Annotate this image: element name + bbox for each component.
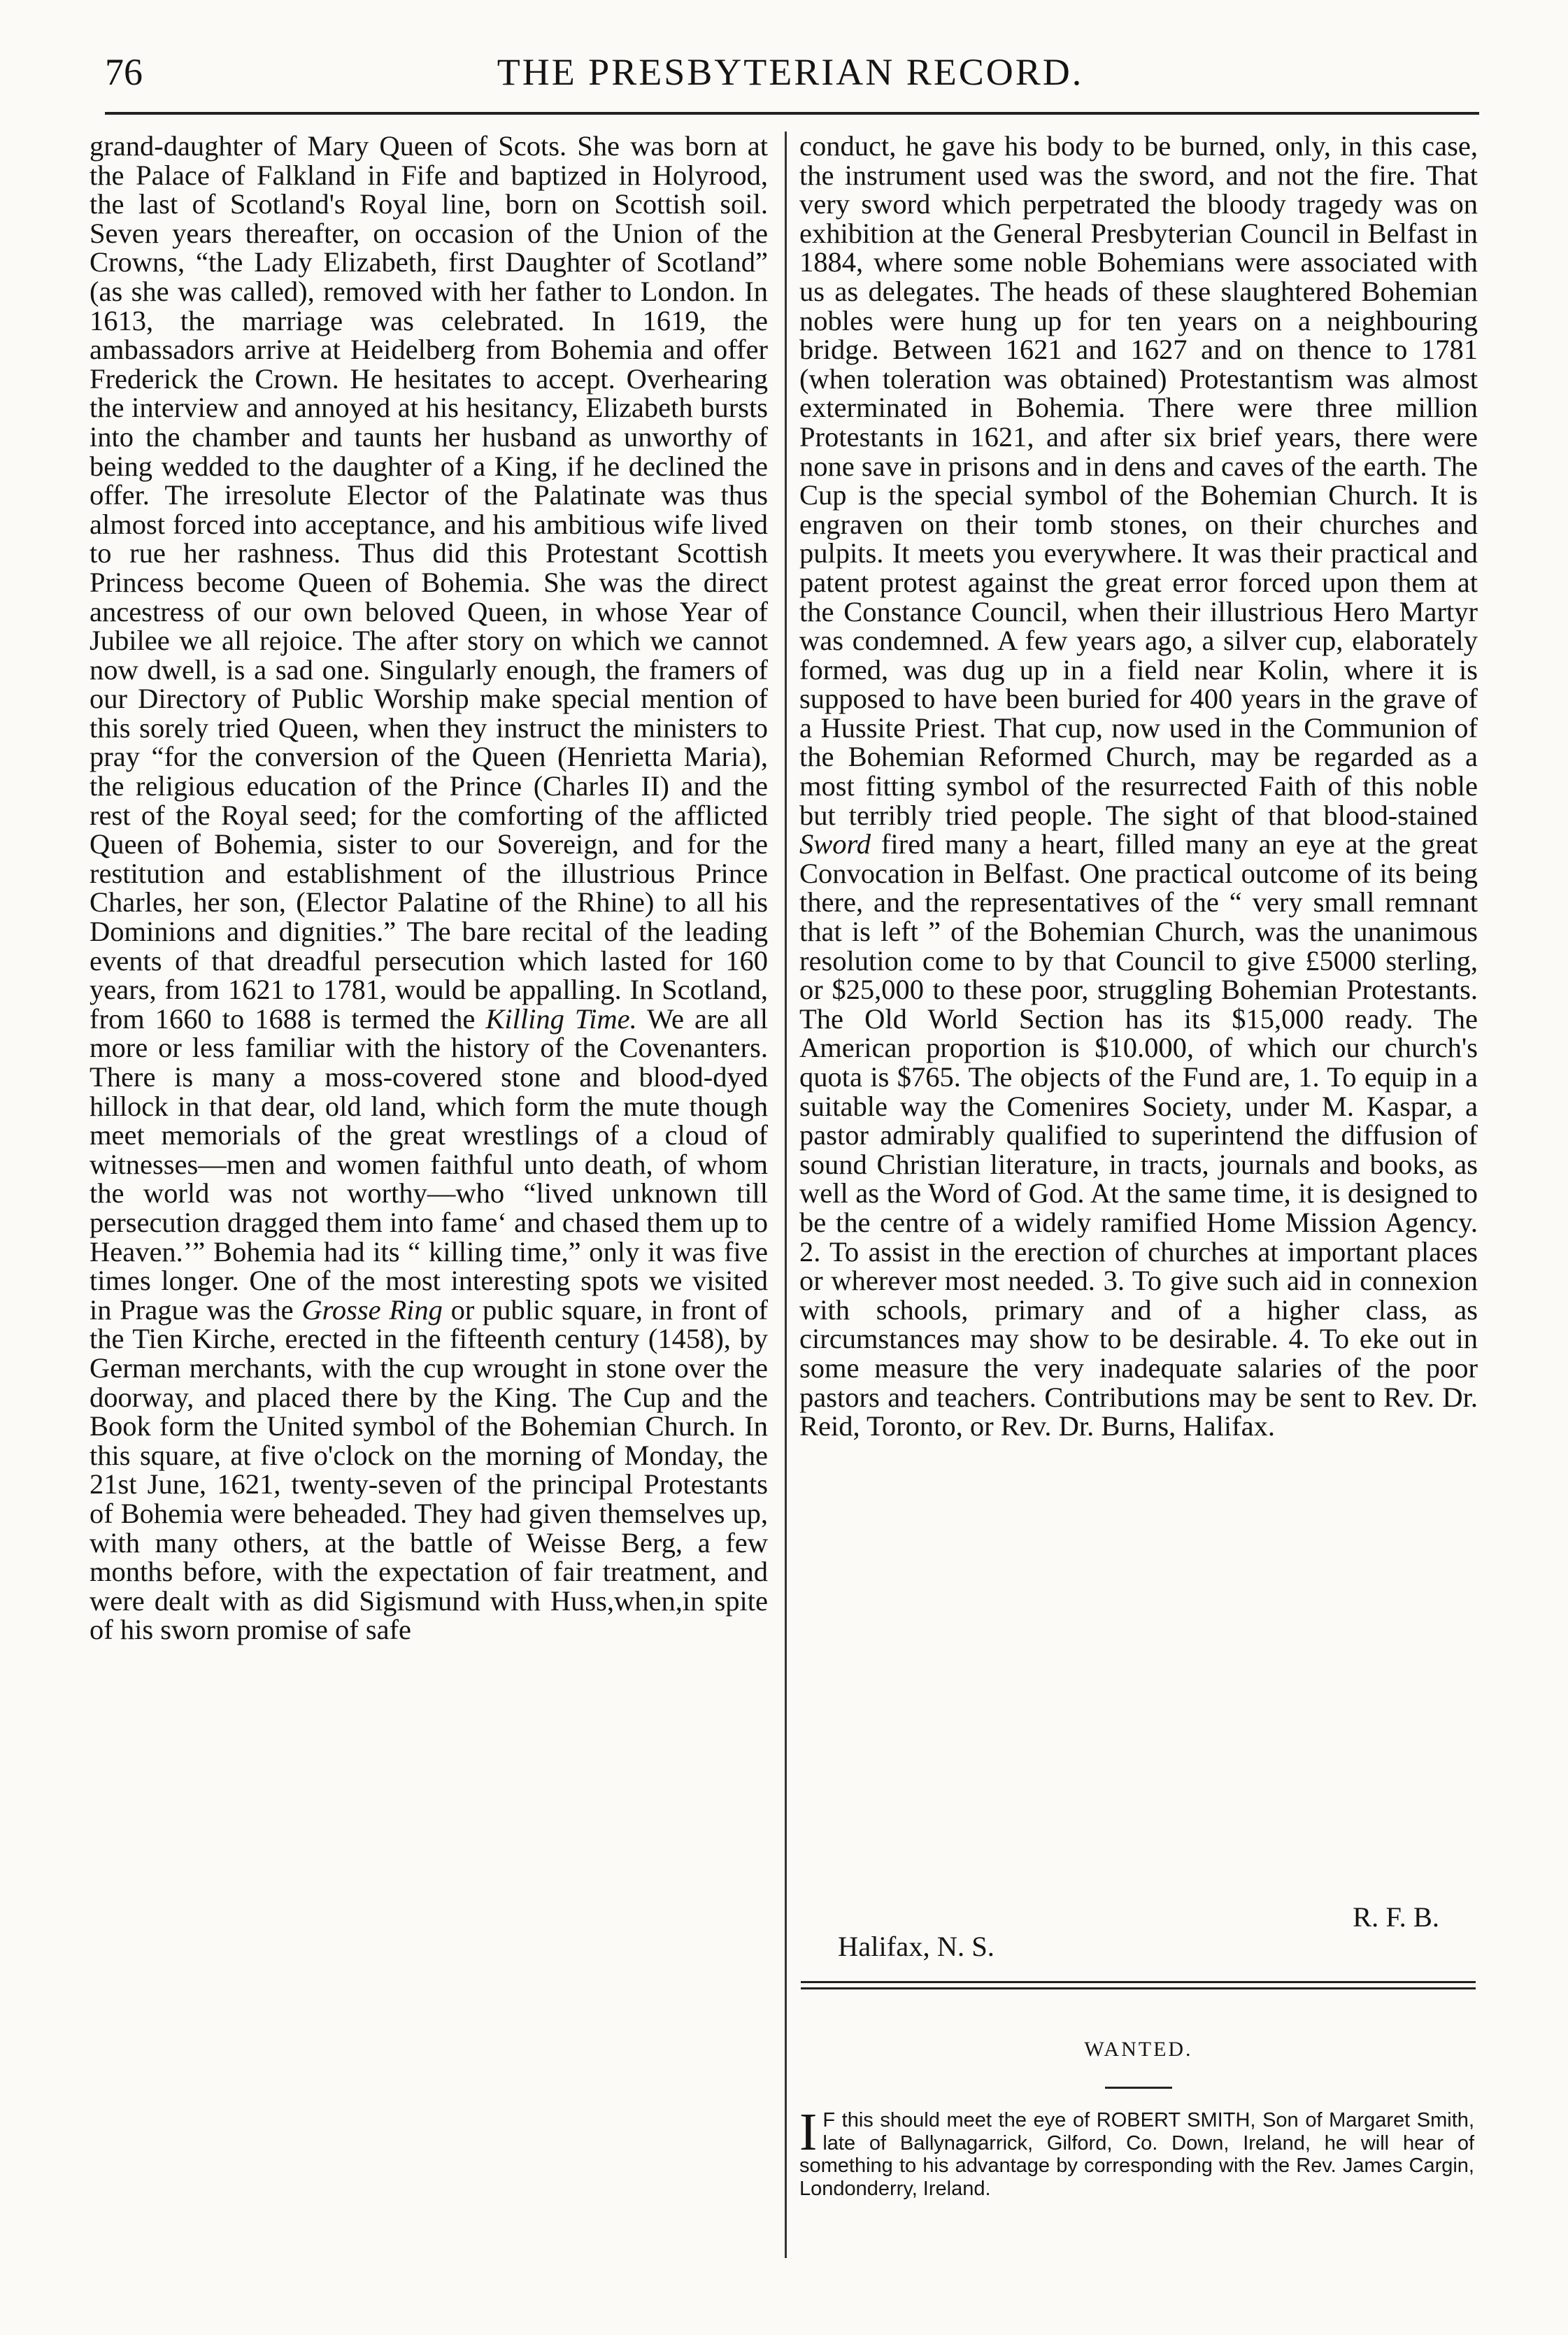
article-left-column — [90, 132, 768, 1645]
right-italic-sword: Sword — [799, 828, 871, 860]
section-double-rule — [801, 1981, 1476, 1989]
header-rule — [105, 112, 1479, 115]
author-initials: R. F. B. — [1353, 1901, 1439, 1933]
right-text-1: conduct, he gave his body to be burned, only, in this case, the instrument used was the sword, and not the fire. That very sword which perpetrated the bloody tragedy was on exhibition at the General Presbyterian Council in Belfast in 1884, where some noble Bohemians were associated with us as delegates. The heads of these slaughtered Bohemian nobles were hung up for ten years on a neighbouring bridge. Between 1621 and 1627 and on thence to 1781 (when toleration was obtained) Protestantism was almost exterminated in Bohemia. There were three million Protestants in 1621, and after six brief years, there were none save in prisons and in dens and caves of the earth. The Cup is the special symbol of the Bohemian Church. It is engraven on their tomb stones, on their churches and pulpits. It meets you everywhere. It was their practical and patent protest against the great error forced upon them at the Constance Council, when their illustrious Hero Martyr was condemned. A few years ago, a silver cup, elaborately formed, was dug up in a field near Kolin, where it is supposed to have been buried for 400 years in the grave of a Hussite Priest. That cup, now used in the Communion of the Bohemian Reformed Church, may be regarded as a most fitting symbol of the resurrected Faith of this noble but terribly tried people. The sight of that blood-stained — [799, 130, 1478, 831]
left-text-3: or public square, in front of the Tien Kirche, erected in the fifteenth century (1458), by German merchants, with the cup wrought in stone over the doorway, and placed there by the King. The Cup and the Book form the United symbol of the Bohemian Church. In this square, at five o'clock on the morning of Monday, the 21st June, 1621, twenty-seven of the principal Protestants of Bohemia were beheaded. They had given themselves up, with many others, at the battle of Weisse Berg, a few months before, with the expectation of fair treatment, and were dealt with as did Sigismund with Huss,when,in spite of his sworn promise of safe — [90, 1293, 768, 1646]
column-divider — [785, 132, 787, 2258]
left-text-2: We are all more or less familiar with the history of the Covenanters. There is many a moss-covered stone and blood-dyed hillock in that dear, old land, which form the mute though meet memorials of the great wrestlings of a cloud of witnesses—men and women faithful unto death, of whom the world was not worthy—who “lived unknown till persecution dragged them into fame‘ and chased them up to Heaven.’” Bohemia had its “ killing time,” only it was five times longer. One of the most interesting spots we visited in Prague was the — [90, 1002, 768, 1326]
notice-body-text: F this should meet the eye of ROBERT SMITH, Son of Margaret Smith, late of Ballynagarrick, Gilford, Co. Down, Ireland, he will hear of something to his advantage by corresponding with the Rev. James Cargin, Londonderry, Ireland. — [799, 2109, 1474, 2200]
notice-heading: WANTED. — [1084, 2038, 1193, 2061]
left-italic-grosse-ring: Grosse Ring — [301, 1293, 443, 1326]
notice-dropcap: I — [799, 2103, 818, 2162]
left-italic-killing-time: Killing Time. — [485, 1002, 637, 1035]
wanted-notice — [799, 2103, 1474, 2200]
page-number: 76 — [105, 51, 143, 93]
author-place: Halifax, N. S. — [838, 1931, 995, 1962]
article-right-column — [799, 132, 1478, 1441]
page-header — [105, 48, 1476, 97]
left-text-1: grand-daughter of Mary Queen of Scots. She was born at the Palace of Falkland in Fife and baptized in Holyrood, the last of Scotland's Royal line, born on Scottish soil. Seven years thereafter, on occasion of the Union of the Crowns, “the Lady Elizabeth, first Daughter of Scotland” (as she was called), removed with her father to London. In 1613, the marriage was celebrated. In 1619, the ambassadors arrive at Heidelberg from Bohemia and offer Frederick the Crown. He hesitates to accept. Overhearing the interview and annoyed at his hesitancy, Elizabeth bursts into the chamber and taunts her husband as unworthy of being wedded to the daughter of a King, if he declined the offer. The irresolute Elector of the Palatinate was thus almost forced into acceptance, and his ambitious wife lived to rue her rashness. Thus did this Protestant Scottish Princess become Queen of Bohemia. She was the direct ancestress of our own beloved Queen, in whose Year of Jubilee we all rejoice. The after story on which we cannot now dwell, is a sad one. Singularly enough, the framers of our Directory of Public Worship make special mention of this sorely tried Queen, when they instruct the ministers to pray “for the conversion of the Queen (Henrietta Maria), the religious education of the Prince (Charles II) and the rest of the Royal seed; for the comforting of the afflicted Queen of Bohemia, sister to our Sovereign, and for the restitution and establishment of the illustrious Prince Charles, her son, (Elector Palatine of the Rhine) to all his Dominions and dignities.” The bare recital of the leading events of that dreadful persecution which lasted for 160 years, from 1621 to 1781, would be appalling. In Scotland, from 1660 to 1688 is termed the — [90, 130, 768, 1035]
notice-short-rule — [1105, 2087, 1172, 2089]
running-head-title: THE PRESBYTERIAN RECORD. — [497, 51, 1084, 93]
right-text-2: fired many a heart, filled many an eye at the great Convocation in Belfast. One practical outcome of its being there, and the representatives of the “ very small remnant that is left ” of the Bohemian Church, was the unanimous resolution come to by that Council to give £5000 sterling, or $25,000 to these poor, struggling Bohemian Protestants. The Old World Section has its $15,000 ready. The American proportion is $10.000, of which our church's quota is $765. The objects of the Fund are, 1. To equip in a suitable way the Comenires Society, under M. Kaspar, a pastor admirably qualified to superintend the diffusion of sound Christian literature, in tracts, journals and books, as well as the Word of God. At the same time, it is designed to be the centre of a widely ramified Home Mission Agency. 2. To assist in the erection of churches at important places or wherever most needed. 3. To give such aid in connexion with schools, primary and of a higher class, as circumstances may show to be desirable. 4. To eke out in some measure the very inadequate salaries of the poor pastors and teachers. Contributions may be sent to Rev. Dr. Reid, Toronto, or Rev. Dr. Burns, Halifax. — [799, 828, 1478, 1442]
